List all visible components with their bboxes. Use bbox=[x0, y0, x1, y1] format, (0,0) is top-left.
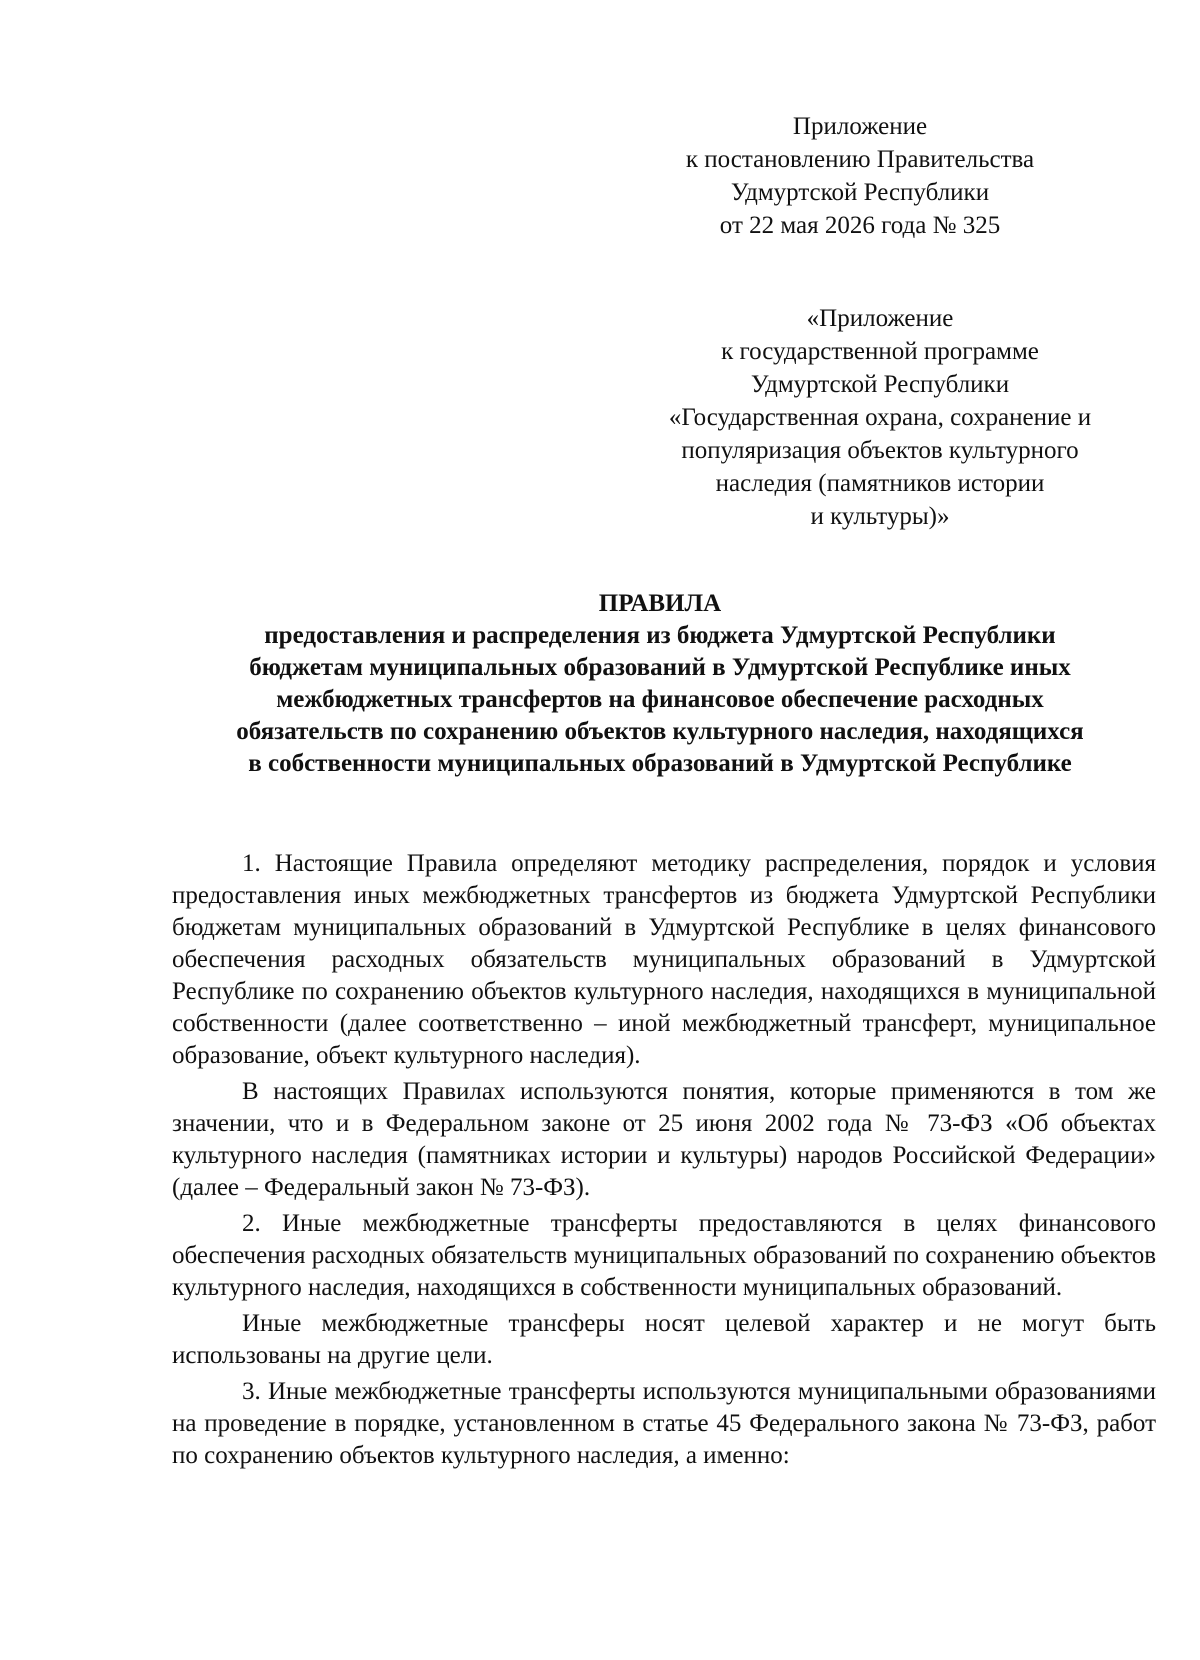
appendix-program-line: Удмуртской Республики bbox=[750, 371, 1010, 398]
title-subtitle-line: предоставления и распределения из бюджета Удмуртской Республики bbox=[264, 622, 1056, 649]
paragraph-1: 1. Настоящие Правила определяют методику распределения, порядок и условия предоставления иных межбюджетных трансфертов из бюджета Удмуртской Республики бюджетам муниципальных образований в Удмуртской Республике в целях финансового обеспечения расходных обязательств муниципальных образований в Удмуртской Республике по сохранению объектов культурного наследия, находящихся в муниципальной собственности (далее соответственно – иной межбюджетный трансферт, муниципальное образование, объект культурного наследия). bbox=[172, 850, 1156, 1069]
title-subtitle-line: в собственности муниципальных образований в Удмуртской Республике bbox=[248, 750, 1072, 777]
document-body bbox=[172, 848, 1156, 1474]
title-subtitle-line: межбюджетных трансфертов на финансовое обеспечение расходных bbox=[276, 686, 1044, 713]
appendix-program-line: наследия (памятников истории bbox=[715, 470, 1045, 497]
paragraph-purpose: Иные межбюджетные трансферы носят целевой характер и не могут быть использованы на другие цели. bbox=[172, 1310, 1156, 1369]
title-subtitle-line: бюджетам муниципальных образований в Удмуртской Республике иных bbox=[249, 654, 1071, 681]
appendix-program-line: к государственной программе bbox=[721, 338, 1039, 365]
appendix-program-line: «Приложение bbox=[806, 305, 954, 332]
appendix-resolution-line: Удмуртской Республики bbox=[730, 179, 990, 206]
appendix-resolution-line: Приложение bbox=[792, 113, 928, 140]
appendix-program-block bbox=[640, 302, 1120, 533]
title-heading: ПРАВИЛА bbox=[598, 590, 722, 617]
appendix-program-line: и культуры)» bbox=[810, 503, 950, 530]
document-title bbox=[160, 588, 1160, 780]
appendix-program-line: «Государственная охрана, сохранение и bbox=[668, 404, 1092, 431]
title-subtitle-line: обязательств по сохранению объектов культурного наследия, находящихся bbox=[236, 718, 1084, 745]
appendix-program-line: популяризация объектов культурного bbox=[681, 437, 1079, 464]
paragraph-3: 3. Иные межбюджетные трансферты используются муниципальными образованиями на проведение в порядке, установленном в статье 45 Федерального закона № 73-ФЗ, работ по сохранению объектов культурного наследия, а именно: bbox=[172, 1378, 1156, 1469]
paragraph-definitions: В настоящих Правилах используются понятия, которые применяются в том же значении, что и в Федеральном законе от 25 июня 2002 года № 73-ФЗ «Об объектах культурного наследия (памятниках истории и культуры) народов Российской Федерации» (далее – Федеральный закон № 73-ФЗ). bbox=[172, 1078, 1156, 1201]
appendix-resolution-line: к постановлению Правительства bbox=[685, 146, 1035, 173]
appendix-resolution-block bbox=[660, 110, 1060, 242]
appendix-resolution-line: от 22 мая 2026 года № 325 bbox=[719, 212, 1001, 239]
paragraph-2: 2. Иные межбюджетные трансферты предоставляются в целях финансового обеспечения расходных обязательств муниципальных образований по сохранению объектов культурного наследия, находящихся в собственности муниципальных образований. bbox=[172, 1210, 1156, 1301]
